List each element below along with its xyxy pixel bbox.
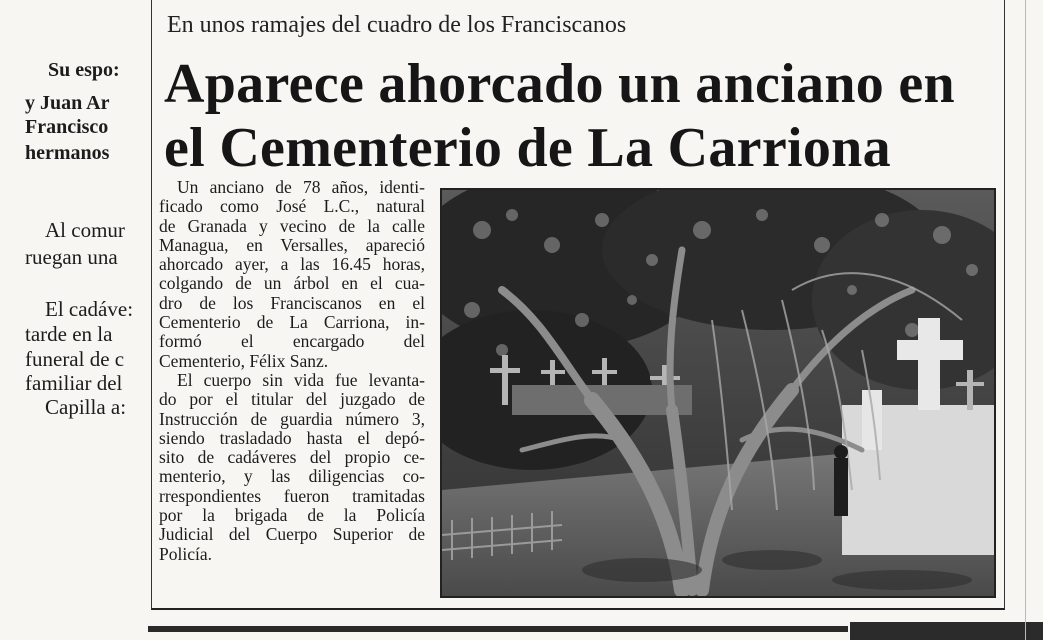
body-line: siendo trasladado hasta el depó-	[159, 427, 425, 448]
body-line: El cuerpo sin vida fue levanta-	[177, 369, 425, 390]
body-line: de Granada y vecino de la calle	[159, 215, 425, 236]
bottom-rule	[148, 626, 848, 632]
left-text-line-7: Capilla a:	[45, 395, 127, 419]
body-line: Managua, en Versalles, apareció	[159, 234, 425, 255]
body-line: sito de cadáveres del propio ce-	[159, 447, 425, 468]
right-column-edge	[1025, 0, 1026, 640]
body-line: Instrucción de guardia número 3,	[159, 408, 425, 429]
left-bold-line-1: Su espo:	[48, 59, 120, 81]
body-line: por la brigada de la Policía	[159, 505, 425, 526]
headline-line-1: Aparece ahorcado un anciano en	[164, 53, 955, 115]
body-line: Un anciano de 78 años, identi-	[177, 177, 425, 197]
left-text-line-2: ruegan una	[25, 245, 118, 269]
body-line: Cementerio, Félix Sanz.	[159, 350, 329, 371]
article-frame	[151, 0, 1005, 610]
article-headline	[164, 52, 994, 180]
cemetery-photo	[440, 188, 996, 598]
left-text-line-6: familiar del	[25, 371, 123, 395]
cemetery-tree-image	[442, 190, 994, 596]
adjacent-dark-block	[850, 622, 1043, 640]
left-text-line-3: El cadáve:	[45, 297, 134, 321]
left-text-line-5: funeral de c	[25, 347, 125, 371]
body-line: colgando de un árbol en el cua-	[159, 273, 425, 294]
left-text-line-1: Al comur	[45, 218, 125, 242]
left-text-line-4: tarde en la	[25, 322, 113, 346]
left-bold-line-3: Francisco	[25, 116, 109, 138]
headline-line-2: el Cementerio de La Carriona	[164, 117, 891, 179]
body-line: Policía.	[159, 543, 212, 564]
body-line: do por el titular del juzgado de	[159, 389, 425, 410]
article-body	[159, 178, 425, 564]
body-line: menterio, y las diligencias co-	[159, 466, 425, 487]
body-line: Cementerio de La Carriona, in-	[159, 312, 425, 333]
left-bold-line-4: hermanos	[25, 142, 110, 164]
article-kicker: En unos ramajes del cuadro de los Franciscanos	[167, 12, 627, 38]
adjacent-column-left	[0, 0, 140, 640]
body-line: rrespondientes fueron tramitadas	[159, 485, 425, 506]
left-bold-line-2: y Juan Ar	[25, 92, 110, 114]
body-line: formó el encargado del	[159, 331, 425, 352]
body-line: Judicial del Cuerpo Superior de	[159, 524, 425, 545]
body-line: ficado como José L.C., natural	[159, 196, 425, 217]
body-line: dro de los Franciscanos en el	[159, 292, 425, 313]
body-line: ahorcado ayer, a las 16.45 horas,	[159, 254, 425, 275]
